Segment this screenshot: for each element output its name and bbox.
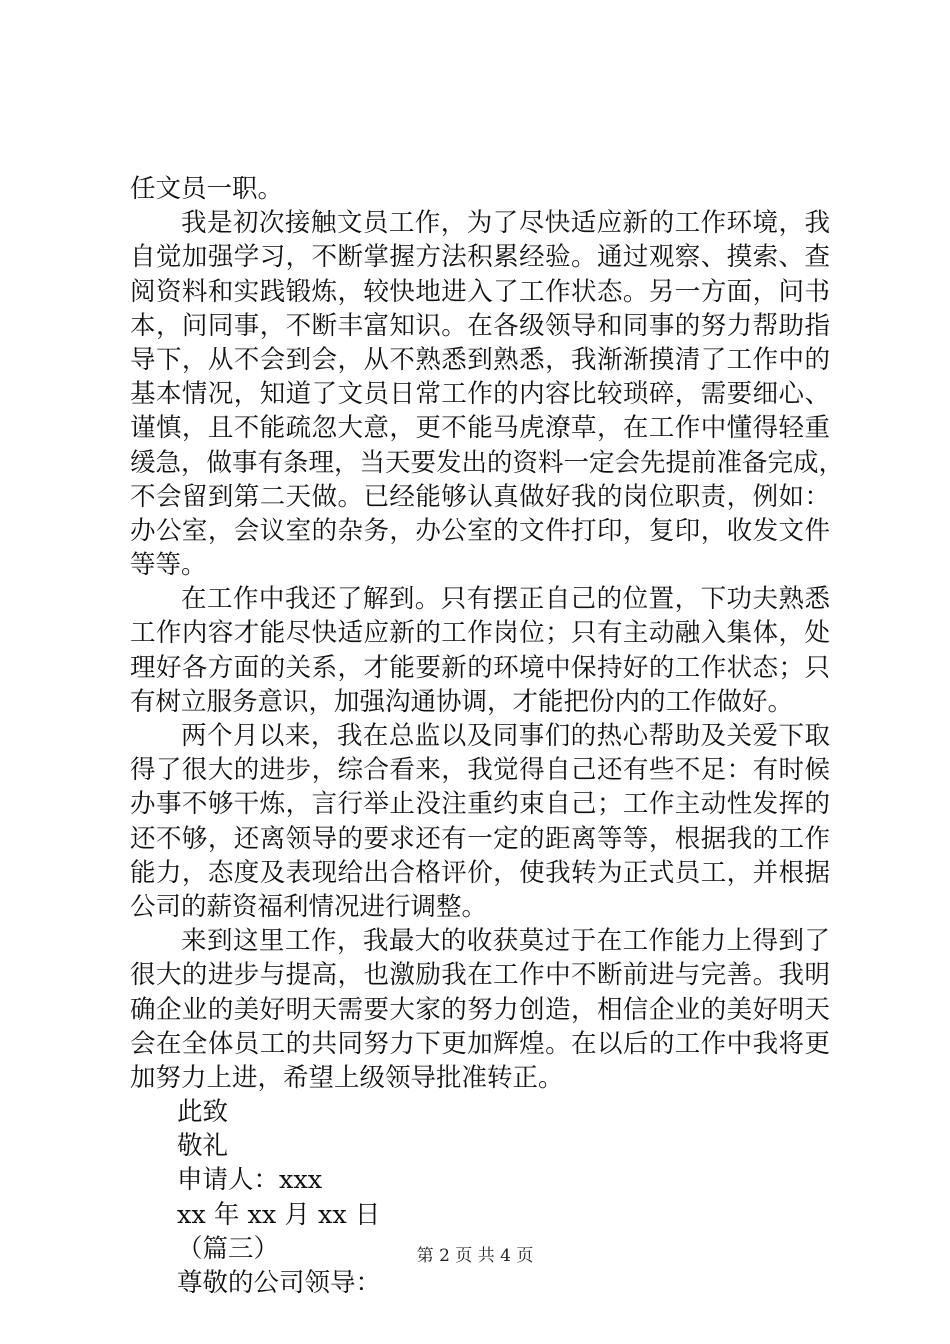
text-line: 阅资料和实践锻炼，较快地进入了工作状态。另一方面，问书	[130, 276, 830, 307]
text-line: 在工作中我还了解到。只有摆正自己的位置，下功夫熟悉	[181, 584, 830, 615]
text-line: 办公室，会议室的杂务，办公室的文件打印，复印，收发文件	[130, 515, 830, 546]
text-line: 两个月以来，我在总监以及同事们的热心帮助及关爱下取	[181, 721, 830, 751]
text-line: 还不够，还离领导的要求还有一定的距离等等，根据我的工作	[130, 823, 830, 854]
text-line: 谨慎，且不能疏忽大意，更不能马虎潦草，在工作中懂得轻重	[130, 413, 830, 444]
text-line: 自觉加强学习，不断掌握方法积累经验。通过观察、摸索、查	[130, 242, 830, 273]
text-line: 导下，从不会到会，从不熟悉到熟悉，我渐渐摸清了工作中的	[130, 344, 830, 375]
document-body	[130, 172, 845, 1300]
paragraph	[130, 924, 830, 1095]
page-footer: 第 2 页 共 4 页	[416, 1246, 534, 1266]
text-line: 我是初次接触文员工作，为了尽快适应新的工作环境，我	[181, 208, 830, 239]
closing-line: 敬礼	[177, 1131, 229, 1162]
text-line: 得了很大的进步，综合看来，我觉得自己还有些不足：有时候	[130, 755, 830, 786]
text-line: 会在全体员工的共同努力下更加辉煌。在以后的工作中我将更	[130, 1028, 830, 1059]
closing-line: 此致	[177, 1097, 229, 1128]
text-line: 任文员一职。	[130, 174, 284, 204]
text-line: 缓急，做事有条理，当天要发出的资料一定会先提前准备完成，	[130, 447, 845, 478]
paragraph-container	[130, 172, 845, 1095]
closing-line: xx 年 xx 月 xx 日	[177, 1199, 381, 1230]
text-line: 本，问同事，不断丰富知识。在各级领导和同事的努力帮助指	[130, 310, 830, 341]
text-line: 基本情况，知道了文员日常工作的内容比较琐碎，需要细心、	[130, 379, 830, 410]
text-line: 确企业的美好明天需要大家的努力创造，相信企业的美好明天	[130, 994, 830, 1025]
closing-block	[130, 1095, 830, 1300]
paragraph	[130, 582, 830, 719]
closing-line: （篇三）	[177, 1233, 280, 1264]
text-line: 很大的进步与提高，也激励我在工作中不断前进与完善。我明	[130, 960, 830, 991]
paragraph	[130, 206, 845, 582]
text-line: 有树立服务意识，加强沟通协调，才能把份内的工作做好。	[130, 686, 794, 717]
text-line: 办事不够干炼，言行举止没注重约束自己；工作主动性发挥的	[130, 789, 830, 820]
text-line: 能力，态度及表现给出合格评价，使我转为正式员工，并根据	[130, 857, 830, 888]
text-line: 公司的薪资福利情况进行调整。	[130, 891, 488, 922]
text-line: 来到这里工作，我最大的收获莫过于在工作能力上得到了	[181, 926, 830, 957]
closing-line: 申请人：xxx	[177, 1165, 323, 1196]
text-line: 加努力上进，希望上级领导批准转正。	[130, 1062, 564, 1093]
text-line: 理好各方面的关系，才能要新的环境中保持好的工作状态；只	[130, 652, 830, 683]
text-line: 等等。	[130, 550, 207, 581]
text-line: 不会留到第二天做。已经能够认真做好我的岗位职责，例如：	[130, 481, 830, 512]
paragraph	[130, 719, 830, 924]
closing-line: 尊敬的公司领导：	[177, 1268, 382, 1298]
text-line: 工作内容才能尽快适应新的工作岗位；只有主动融入集体，处	[130, 618, 830, 649]
paragraph	[130, 172, 830, 206]
